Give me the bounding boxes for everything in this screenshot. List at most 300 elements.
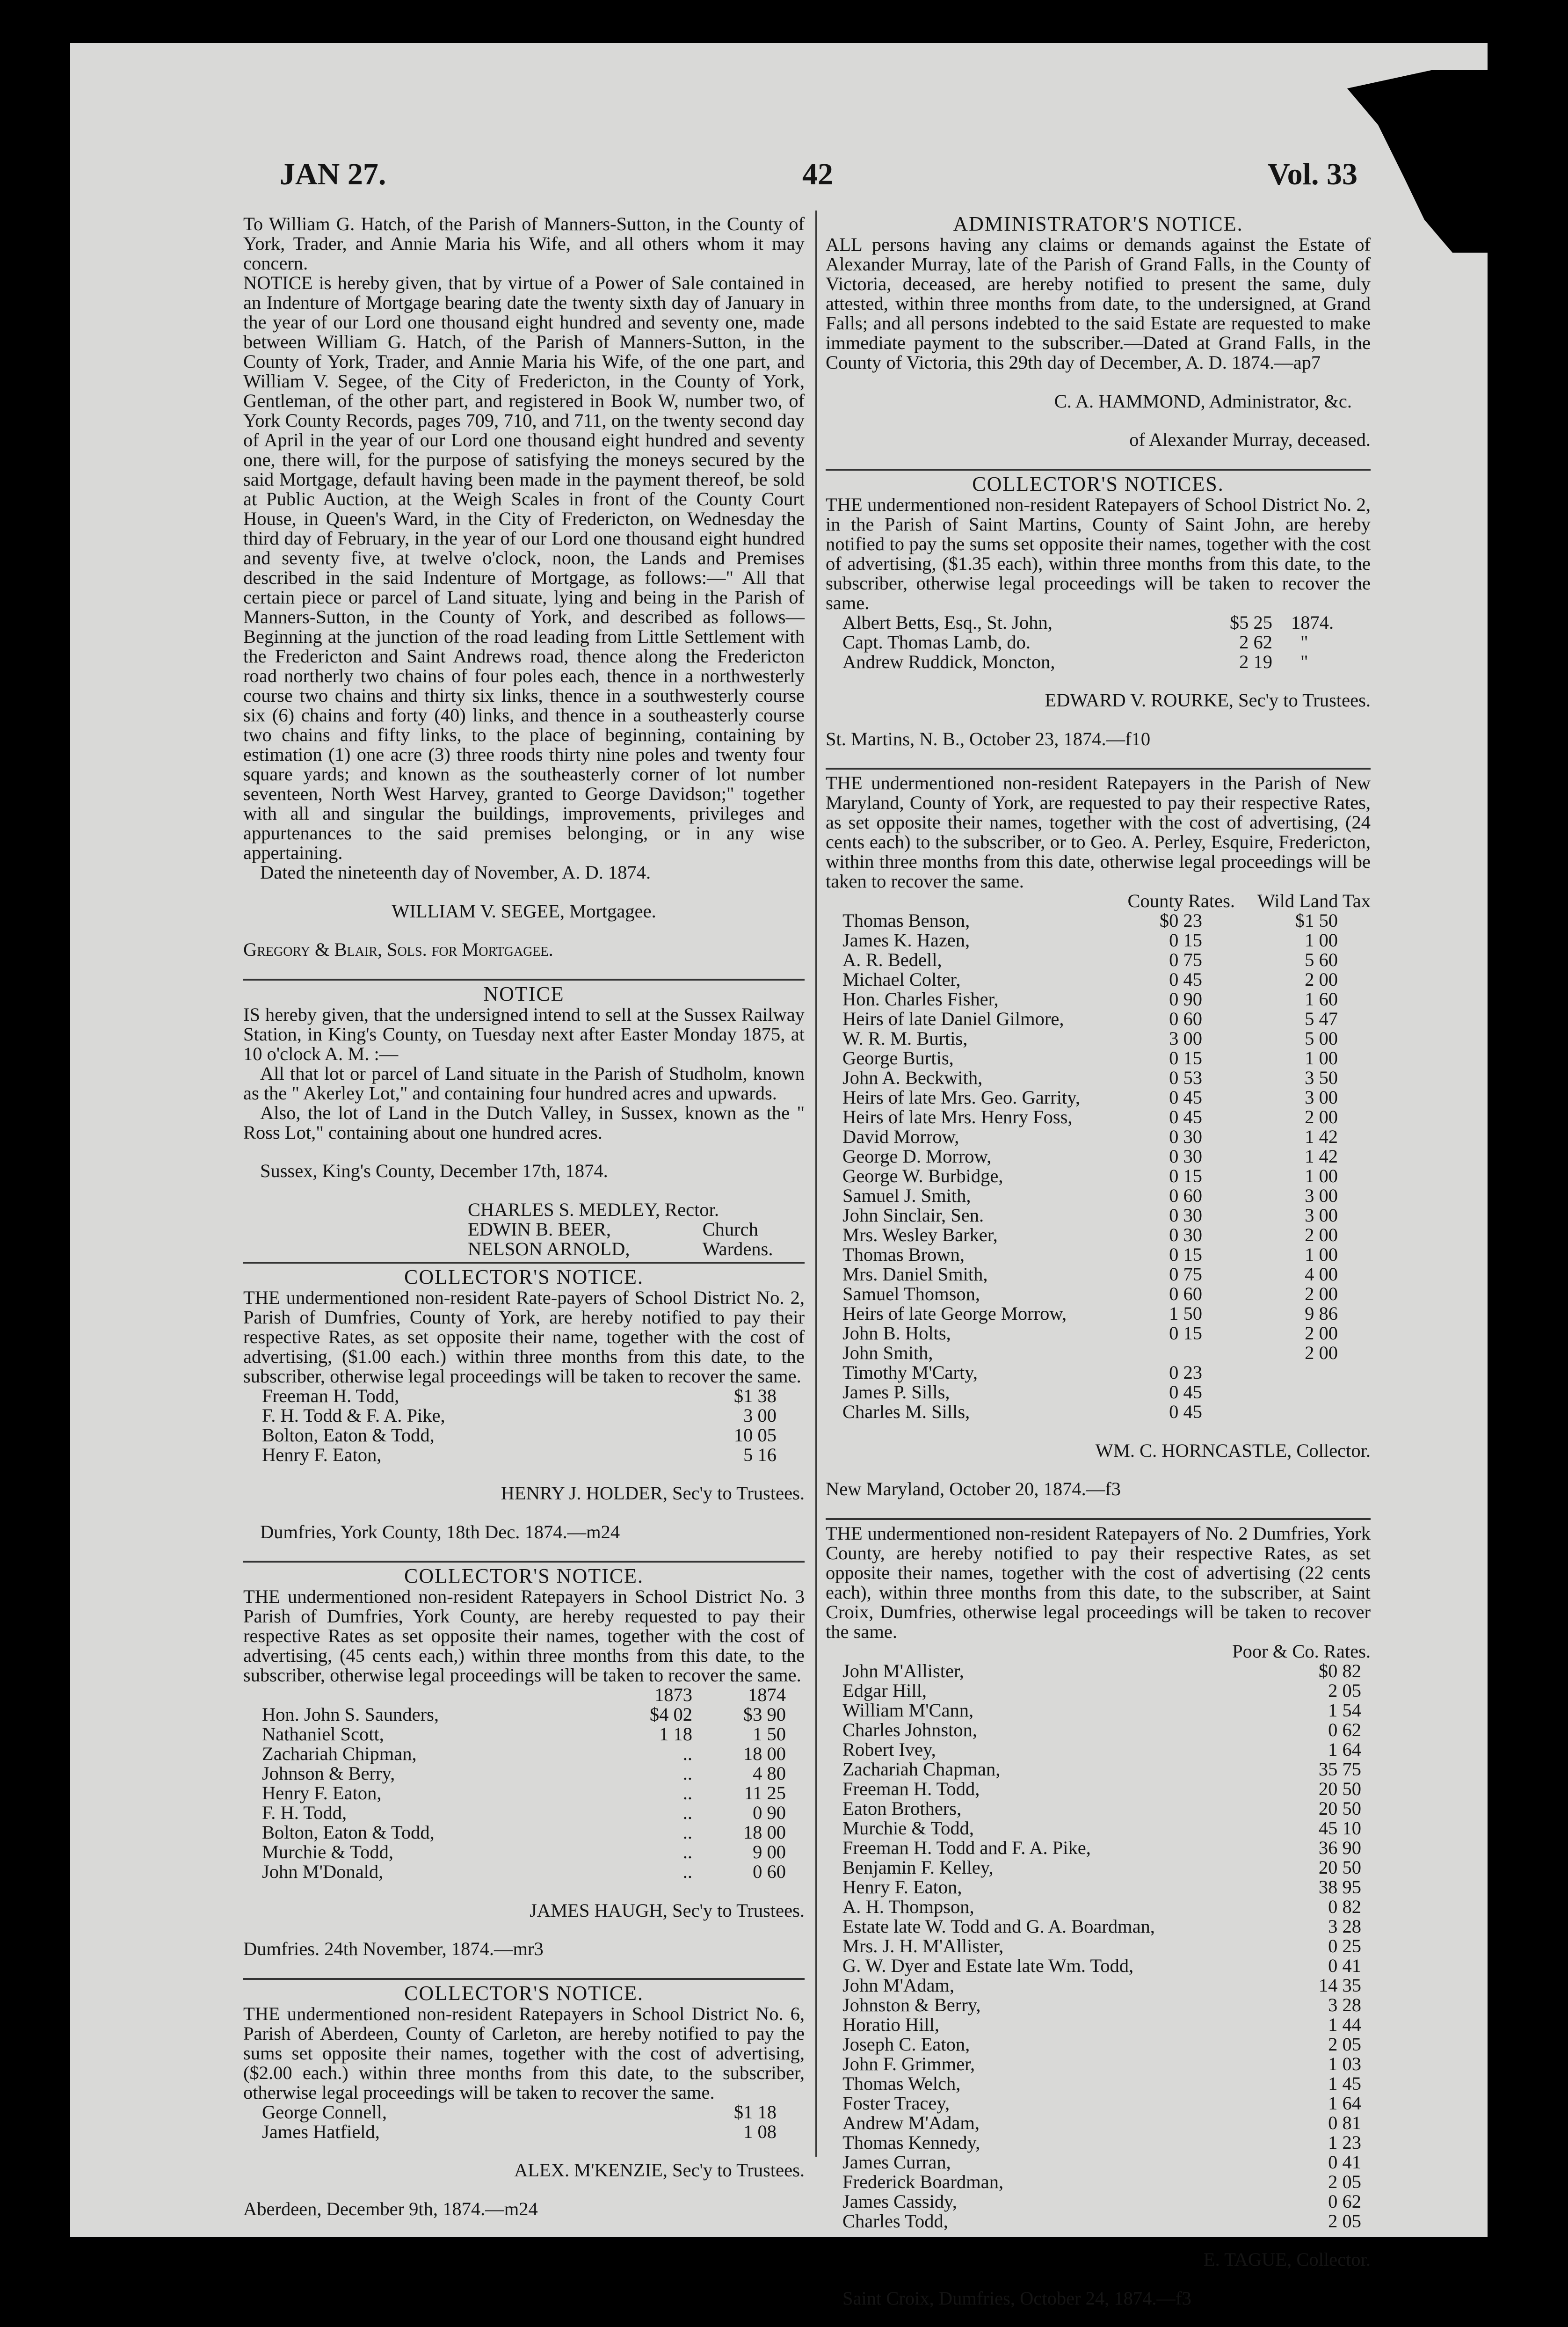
ratepayer-name: David Morrow, — [842, 1126, 959, 1147]
st-martins-dated: St. Martins, N. B., October 23, 1874.—f10 — [826, 728, 1151, 749]
rate-amount: 5 16 — [743, 1444, 777, 1465]
table-row — [243, 1823, 805, 1842]
collector-3-signer: JAMES HAUGH, Sec'y to Trustees. — [530, 1899, 805, 1921]
ratepayer-name: Murchie & Todd, — [262, 1841, 394, 1862]
ratepayer-name: Mrs. Daniel Smith, — [842, 1264, 988, 1285]
table-row — [826, 970, 1371, 989]
poor-co-rate: 20 50 — [1318, 1797, 1361, 1819]
table-row — [826, 1760, 1371, 1779]
table-row — [826, 1936, 1371, 1956]
rate-1873: .. — [682, 1782, 692, 1803]
ratepayer-name: Charles Johnston, — [842, 1719, 977, 1740]
county-rate: 0 45 — [1169, 1087, 1202, 1108]
column-header-wild-land-tax: Wild Land Tax — [1257, 890, 1371, 911]
poor-co-rate: 35 75 — [1318, 1758, 1361, 1780]
collector-6-body: THE undermentioned non-resident Ratepayers in School District No. 6, Parish of Aberdeen, County of Carleton, are hereby notified to pay the sums set opposite their names, together with the cost of advertising, ($2.00 each.) within three months from this date, to the subscriber, otherwise legal proceedings will be taken to recover the same. — [243, 2003, 805, 2103]
collector-notice-district-3 — [243, 1566, 805, 1959]
sale-role-wardens: Wardens. — [702, 1238, 773, 1259]
ratepayer-name: William M'Cann, — [842, 1699, 974, 1721]
county-rate: 0 15 — [1169, 930, 1202, 951]
table-row — [826, 1147, 1371, 1166]
wild-land-tax: 3 00 — [1305, 1205, 1338, 1226]
poor-co-rate: 3 28 — [1328, 1915, 1361, 1937]
wild-land-tax: 1 42 — [1305, 1146, 1338, 1167]
ratepayer-name: Johnson & Berry, — [262, 1763, 395, 1784]
table-row — [826, 2074, 1371, 2094]
poor-co-rate: 1 44 — [1328, 2014, 1361, 2035]
ratepayer-name: Samuel Thomson, — [842, 1283, 980, 1304]
sale-role-church: Church — [702, 1218, 758, 1240]
poor-co-rate: 1 64 — [1328, 2092, 1361, 2114]
poor-co-rate: 1 64 — [1328, 1738, 1361, 1760]
ratepayer-name: John M'Allister, — [842, 1660, 964, 1681]
table-row — [826, 1304, 1371, 1323]
wild-land-tax: 2 00 — [1305, 969, 1338, 990]
collector-notice-district-2 — [243, 1267, 805, 1542]
wild-land-tax: 5 00 — [1305, 1028, 1338, 1049]
table-row — [826, 2054, 1371, 2074]
table-row — [826, 1917, 1371, 1936]
ratepayer-name: Freeman H. Todd, — [262, 1385, 399, 1406]
sale-notice — [243, 984, 805, 1259]
ratepayer-name: Freeman H. Todd, — [842, 1778, 980, 1799]
ratepayer-name: Andrew M'Adam, — [842, 2112, 980, 2133]
table-row — [826, 1009, 1371, 1029]
wild-land-tax: 3 00 — [1305, 1087, 1338, 1108]
collector-6-signer: ALEX. M'KENZIE, Sec'y to Trustees. — [514, 2160, 805, 2181]
rate-1874: 0 60 — [753, 1861, 786, 1882]
table-row — [243, 1445, 805, 1465]
table-row — [826, 1166, 1371, 1186]
table-row — [243, 2102, 805, 2122]
rate-amount: 10 05 — [733, 1424, 777, 1446]
table-row — [243, 1724, 805, 1744]
table-row — [826, 1245, 1371, 1265]
rate-1873: .. — [682, 1743, 692, 1764]
sale-title: NOTICE — [483, 982, 565, 1005]
poor-co-rate: 2 05 — [1328, 2033, 1361, 2055]
county-rate: 0 75 — [1169, 949, 1202, 970]
section-rule — [243, 1262, 805, 1264]
column-divider — [815, 211, 817, 2157]
ratepayer-name: John M'Donald, — [262, 1861, 384, 1882]
poor-co-rate: 0 82 — [1328, 1896, 1361, 1917]
new-maryland-table — [826, 891, 1371, 1422]
wild-land-tax: 2 00 — [1305, 1342, 1338, 1363]
poor-co-rate: 2 05 — [1328, 2210, 1361, 2232]
ratepayer-name: Joseph C. Eaton, — [842, 2033, 970, 2055]
poor-co-rate: 14 35 — [1318, 1974, 1361, 1996]
wild-land-tax — [1235, 1382, 1371, 1402]
collector-3-title: COLLECTOR'S NOTICE. — [404, 1564, 644, 1587]
ratepayer-name: Thomas Kennedy, — [842, 2131, 980, 2153]
county-rate: 0 30 — [1169, 1224, 1202, 1245]
ratepayer-name: Zachariah Chapman, — [842, 1758, 1001, 1780]
admin-title: ADMINISTRATOR'S NOTICE. — [953, 212, 1243, 235]
ratepayer-name: W. R. M. Burtis, — [842, 1028, 968, 1049]
county-rate: 0 30 — [1169, 1205, 1202, 1226]
rate-1873: .. — [682, 1841, 692, 1862]
poor-co-rate: 0 41 — [1328, 1955, 1361, 1976]
sale-body-1: IS hereby given, that the undersigned intend to sell at the Sussex Railway Station, in King's County, on Tuesday next after Easter Monday 1875, at 10 o'clock A. M. :— — [243, 1004, 805, 1064]
ratepayer-name: James Curran, — [842, 2151, 951, 2173]
collector-6-title: COLLECTOR'S NOTICE. — [404, 1981, 644, 2005]
table-row — [826, 1877, 1371, 1897]
table-row — [826, 2133, 1371, 2152]
ratepayer-name: G. W. Dyer and Estate late Wm. Todd, — [842, 1955, 1134, 1976]
admin-signer: C. A. HAMMOND, Administrator, &c. — [1054, 390, 1352, 412]
table-row — [826, 1068, 1371, 1088]
table-row — [826, 633, 1371, 652]
ratepayer-name: George Burtis, — [842, 1047, 954, 1069]
st-martins-title: COLLECTOR'S NOTICES. — [972, 472, 1224, 495]
poor-co-rate: 0 62 — [1328, 1719, 1361, 1740]
table-row — [826, 1779, 1371, 1799]
county-rate: 0 15 — [1169, 1047, 1202, 1069]
county-rate: 0 53 — [1169, 1067, 1202, 1088]
table-row — [826, 1858, 1371, 1877]
mortgage-signer: WILLIAM V. SEGEE, Mortgagee. — [392, 900, 656, 922]
poor-co-rate: 1 03 — [1328, 2053, 1361, 2074]
table-row — [826, 1897, 1371, 1917]
rate-1874: 18 00 — [743, 1743, 786, 1764]
table-row — [826, 2192, 1371, 2211]
rate-1873: $4 02 — [649, 1704, 692, 1725]
ratepayer-name: Heirs of late Mrs. Geo. Garrity, — [842, 1087, 1080, 1108]
table-row — [243, 1764, 805, 1783]
mortgage-address: To William G. Hatch, of the Parish of Manners-Sutton, in the County of York, Trader, and Annie Maria his Wife, and all others whom it may concern. — [243, 213, 805, 274]
table-row — [243, 1705, 805, 1724]
section-rule — [826, 768, 1371, 770]
ratepayer-name: Foster Tracey, — [842, 2092, 950, 2114]
st-croix-signer: E. TAGUE, Collector. — [1203, 2249, 1371, 2270]
st-croix-dated: Saint Croix, Dumfries, October 24, 1874.—f3 — [842, 2287, 1191, 2309]
poor-co-rate: 20 50 — [1318, 1778, 1361, 1799]
ratepayer-name: F. H. Todd & F. A. Pike, — [262, 1404, 445, 1426]
rate-year: " — [1300, 631, 1308, 653]
table-row — [826, 1382, 1371, 1402]
poor-co-rate: 0 25 — [1328, 1935, 1361, 1956]
ratepayer-name: Robert Ivey, — [842, 1738, 936, 1760]
section-rule — [243, 1978, 805, 1980]
table-row — [826, 1363, 1371, 1382]
ratepayer-name: John M'Adam, — [842, 1974, 955, 1996]
county-rate: 0 15 — [1169, 1244, 1202, 1265]
table-row — [243, 1406, 805, 1425]
admin-body: ALL persons having any claims or demands against the Estate of Alexander Murray, late of the Parish of Grand Falls, in the County of Victoria, deceased, are hereby notified to present the same, duly attested, within three months from date, to the undersigned, at Grand Falls; and all persons indebted to the said Estate are requested to make immediate payment to the subscriber.—Dated at Grand Falls, in the County of Victoria, this 29th day of December, A. D. 1874.—ap7 — [826, 234, 1371, 373]
administrators-notice — [826, 214, 1371, 450]
new-maryland-body: THE undermentioned non-resident Ratepayers in the Parish of New Maryland, County of York, are requested to pay their respective Rates, as set opposite their names, together with the cost of advertising, (24 cents each) to the subscriber, or to Geo. A. Perley, Esquire, Fredericton, within three months from this date, otherwise legal proceedings will be taken to recover the same. — [826, 772, 1371, 892]
wild-land-tax: 4 00 — [1305, 1264, 1338, 1285]
section-rule — [826, 1518, 1371, 1520]
rate-1874: 1 50 — [753, 1723, 786, 1745]
table-row — [826, 1048, 1371, 1068]
table-row — [826, 613, 1371, 633]
ratepayer-name: Hon. John S. Saunders, — [262, 1704, 439, 1725]
ratepayer-name: Thomas Welch, — [842, 2072, 961, 2094]
collector-2-dated: Dumfries, York County, 18th Dec. 1874.—m24 — [260, 1521, 620, 1542]
collector-notices-st-martins — [826, 474, 1371, 749]
ratepayer-name: Nathaniel Scott, — [262, 1723, 384, 1745]
new-maryland-signer: WM. C. HORNCASTLE, Collector. — [1095, 1440, 1371, 1461]
table-header — [243, 1685, 805, 1705]
rate-1874: 18 00 — [743, 1822, 786, 1843]
table-row — [826, 1740, 1371, 1760]
table-row — [826, 911, 1371, 931]
issue-date: JAN 27. — [280, 157, 386, 191]
ratepayer-name: George D. Morrow, — [842, 1146, 992, 1167]
ratepayer-name: Thomas Benson, — [842, 910, 970, 931]
wild-land-tax: 3 50 — [1305, 1067, 1338, 1088]
rate-1874: 0 90 — [753, 1802, 786, 1823]
rate-amount: $1 38 — [733, 1385, 777, 1406]
table-row — [243, 1862, 805, 1882]
table-row — [826, 1402, 1371, 1422]
ratepayer-name: Charles Todd, — [842, 2210, 948, 2232]
table-row — [826, 2152, 1371, 2172]
poor-co-rate: 2 05 — [1328, 1680, 1361, 1701]
rate-1873: .. — [682, 1822, 692, 1843]
page-number: 42 — [802, 157, 833, 191]
ratepayer-name: Hon. Charles Fisher, — [842, 989, 999, 1010]
ratepayer-name: Henry F. Eaton, — [842, 1876, 962, 1898]
ratepayer-name: Horatio Hill, — [842, 2014, 939, 2035]
table-row — [826, 1681, 1371, 1701]
collector-3-table — [243, 1685, 805, 1882]
table-row — [243, 1842, 805, 1862]
table-row — [826, 2094, 1371, 2113]
county-rate: 0 75 — [1169, 1264, 1202, 1285]
table-row — [826, 1323, 1371, 1343]
volume-number: Vol. 33 — [1268, 157, 1357, 191]
county-rate: 0 30 — [1169, 1126, 1202, 1147]
rate-1873: .. — [682, 1802, 692, 1823]
table-row — [826, 1265, 1371, 1284]
table-row — [826, 989, 1371, 1009]
ratepayer-name: A. R. Bedell, — [842, 949, 942, 970]
rate-amount: $1 18 — [733, 2101, 777, 2123]
collector-notice-new-maryland — [826, 773, 1371, 1499]
collector-notice-district-6 — [243, 1981, 805, 2219]
table-row — [243, 1425, 805, 1445]
collector-6-table — [243, 2102, 805, 2142]
ratepayer-name: John F. Grimmer, — [842, 2053, 975, 2074]
county-rate: 1 50 — [1169, 1303, 1202, 1324]
ratepayer-name: Albert Betts, Esq., St. John, — [842, 611, 1053, 633]
county-rate: 0 45 — [1169, 1382, 1202, 1403]
rate-1874: 4 80 — [753, 1763, 786, 1784]
collector-3-dated: Dumfries. 24th November, 1874.—mr3 — [243, 1938, 544, 1959]
rate-1874: 11 25 — [744, 1782, 786, 1803]
ratepayer-name: Eaton Brothers, — [842, 1797, 962, 1819]
ratepayer-name: Andrew Ruddick, Moncton, — [842, 651, 1055, 672]
mortgage-dated: Dated the nineteenth day of November, A. D. 1874. — [260, 862, 651, 883]
county-rate: 0 45 — [1169, 969, 1202, 990]
county-rate: 0 23 — [1169, 1362, 1202, 1383]
table-row — [826, 1956, 1371, 1976]
rate-amount: 2 62 — [1239, 631, 1272, 653]
table-row — [243, 1783, 805, 1803]
poor-co-rate: 0 62 — [1328, 2190, 1361, 2212]
ratepayer-name: Charles M. Sills, — [842, 1401, 970, 1422]
table-row — [826, 2113, 1371, 2133]
county-rate: $0 23 — [1159, 910, 1202, 931]
table-row — [826, 950, 1371, 970]
county-rate: 0 90 — [1169, 989, 1202, 1010]
ratepayer-name: Benjamin F. Kelley, — [842, 1856, 994, 1878]
wild-land-tax: 2 00 — [1305, 1283, 1338, 1304]
st-martins-table — [826, 613, 1371, 672]
table-row — [826, 2211, 1371, 2231]
section-rule — [243, 979, 805, 981]
poor-co-rate: 38 95 — [1318, 1876, 1361, 1898]
right-column — [826, 214, 1371, 2327]
rate-year: 1874. — [1291, 611, 1334, 633]
rate-1873: .. — [682, 1763, 692, 1784]
column-header-1874: 1874 — [748, 1684, 786, 1705]
section-rule — [826, 469, 1371, 471]
table-row — [826, 1701, 1371, 1720]
column-header-poor-co-rates: Poor & Co. Rates. — [1232, 1640, 1371, 1662]
column-header-county-rates: County Rates. — [1127, 890, 1235, 911]
table-row — [826, 931, 1371, 950]
rate-year: " — [1300, 651, 1308, 672]
county-rate: 0 15 — [1169, 1323, 1202, 1344]
new-maryland-dated: New Maryland, October 20, 1874.—f3 — [826, 1478, 1121, 1499]
admin-signer-line-2: of Alexander Murray, deceased. — [1129, 429, 1371, 450]
rate-amount: 2 19 — [1239, 651, 1272, 672]
table-row — [243, 2122, 805, 2142]
wild-land-tax: 2 00 — [1305, 1106, 1338, 1127]
rate-1873: .. — [682, 1861, 692, 1882]
table-row — [826, 1225, 1371, 1245]
ratepayer-name: Samuel J. Smith, — [842, 1185, 971, 1206]
wild-land-tax: 1 00 — [1305, 930, 1338, 951]
wild-land-tax: 1 60 — [1305, 989, 1338, 1010]
poor-co-rate: 1 23 — [1328, 2131, 1361, 2153]
collector-2-signer: HENRY J. HOLDER, Sec'y to Trustees. — [501, 1483, 805, 1504]
table-row — [826, 1206, 1371, 1225]
table-row — [826, 2035, 1371, 2054]
poor-co-rate: $0 82 — [1318, 1660, 1361, 1681]
wild-land-tax: 9 86 — [1305, 1303, 1338, 1324]
table-row — [826, 1799, 1371, 1818]
collector-2-title: COLLECTOR'S NOTICE. — [404, 1265, 644, 1288]
table-row — [826, 1029, 1371, 1048]
ratepayer-name: Bolton, Eaton & Todd, — [262, 1822, 435, 1843]
poor-co-rate: 2 05 — [1328, 2171, 1361, 2192]
mortgage-solicitors: Gregory & Blair, Sols. for Mortgagee. — [243, 939, 553, 960]
ratepayer-name: Edgar Hill, — [842, 1680, 927, 1701]
table-row — [826, 1284, 1371, 1304]
poor-co-rate: 1 54 — [1328, 1699, 1361, 1721]
ratepayer-name: Frederick Boardman, — [842, 2171, 1004, 2192]
rate-amount: 3 00 — [743, 1404, 777, 1426]
ratepayer-name: Capt. Thomas Lamb, — [842, 631, 1002, 653]
county-rate: 0 60 — [1169, 1283, 1202, 1304]
wild-land-tax — [1235, 1363, 1371, 1382]
collector-3-body: THE undermentioned non-resident Ratepayers in School District No. 3 Parish of Dumfries, York County, are hereby requested to pay their respective Rates as set opposite their names, together with the cost of advertising, (45 cents each,) within three months from this date, to the subscriber, otherwise legal proceedings will be taken to recover the same. — [243, 1586, 805, 1686]
table-row — [826, 2172, 1371, 2192]
ratepayer-name: Mrs. J. H. M'Allister, — [842, 1935, 1004, 1956]
ratepayer-name: Estate late W. Todd and G. A. Boardman, — [842, 1915, 1155, 1937]
column-header-1873: 1873 — [654, 1684, 692, 1705]
st-croix-table — [826, 1642, 1371, 2231]
ratepayer-name: F. H. Todd, — [262, 1802, 347, 1823]
county-rate: 0 45 — [1169, 1106, 1202, 1127]
ratepayer-name: Thomas Brown, — [842, 1244, 965, 1265]
wild-land-tax: 3 00 — [1305, 1185, 1338, 1206]
county-rate: 0 15 — [1169, 1165, 1202, 1186]
table-row — [243, 1744, 805, 1764]
table-row — [826, 1818, 1371, 1838]
ratepayer-name: Johnston & Berry, — [842, 1994, 981, 2015]
wild-land-tax: $1 50 — [1295, 910, 1338, 931]
table-row — [826, 1995, 1371, 2015]
collector-2-body: THE undermentioned non-resident Rate-payers of School District No. 2, Parish of Dumfries, County of York, are hereby notified to pay their respective Rates, as set opposite their name, together with the cost of advertising, ($1.00 each.) within three months from this date, to the subscriber, otherwise legal proceedings will be taken to recover the same. — [243, 1287, 805, 1387]
wild-land-tax: 2 00 — [1305, 1323, 1338, 1344]
st-martins-signer: EDWARD V. ROURKE, Sec'y to Trustees. — [1045, 690, 1371, 711]
table-row — [826, 1720, 1371, 1740]
wild-land-tax: 2 00 — [1305, 1224, 1338, 1245]
ratepayer-name: Henry F. Eaton, — [262, 1444, 382, 1465]
ratepayer-name: George W. Burbidge, — [842, 1165, 1003, 1186]
rate-amount: $5 25 — [1229, 611, 1272, 633]
county-rate: 0 60 — [1169, 1008, 1202, 1029]
ratepayer-name: James P. Sills, — [842, 1382, 950, 1403]
ratepayer-name: Bolton, Eaton & Todd, — [262, 1424, 435, 1446]
wild-land-tax: 5 47 — [1305, 1008, 1338, 1029]
poor-co-rate: 45 10 — [1318, 1817, 1361, 1839]
rate-1874: $3 90 — [743, 1704, 786, 1725]
section-rule — [243, 1561, 805, 1563]
ratepayer-name: John B. Holts, — [842, 1323, 951, 1344]
poor-co-rate: 0 41 — [1328, 2151, 1361, 2173]
left-column — [243, 214, 805, 2238]
poor-co-rate: 20 50 — [1318, 1856, 1361, 1878]
wild-land-tax: 1 00 — [1305, 1047, 1338, 1069]
table-row — [826, 1088, 1371, 1107]
ratepayer-name: James Cassidy, — [842, 2190, 957, 2212]
mortgage-body: NOTICE is hereby given, that by virtue of a Power of Sale contained in an Indenture of Mortgage bearing date the twenty sixth day of January in the year of our Lord one thousand eight hundred and seventy one, made between William G. Hatch, of the Parish of Manners-Sutton, in the County of York, Trader, and Annie Maria his Wife, of the one part, and William V. Segee, of the City of Fredericton, in the County of York, Gentleman, of the other part, and registered in Book W, number two, of York County Records, pages 709, 710, and 711, on the twenty second day of April in the year of our Lord one thousand eight hundred and seventy one, there will, for the purpose of satisfying the moneys secured by the said Mortgage, default having been made in the payment thereof, be sold at Public Auction, at the Weigh Scales in front of the County Court House, in Queen's Ward, in the City of Fredericton, on Wednesday the third day of February, in the year of our Lord one thousand eight hundred and seventy five, at twelve o'clock, noon, the Lands and Premises described in the said Indenture of Mortgage, as follows:—" All that certain piece or parcel of Land situate, lying and being in the Parish of Manners-Sutton, in the County of York, and described as follows—Beginning at the junction of the road leading from Little Settlement with the Fredericton and Saint Andrews road, thence along the Fredericton road northerly two chains of four poles each, thence in a northwesterly course two chains and thirty six links, thence in a southwesterly course six (6) chains and forty (40) links, and thence in a southeasterly course two chains and fifty links, to the place of beginning, containing by estimation (1) one acre (3) three roods thirty nine poles and twenty four square yards; and known as the southeasterly corner of lot number seventeen, North West Harvey, granted to George Davidson;" together with all and singular the buildings, improvements, privileges and appurtenances to the said premises belonging, or in any wise appertaining. — [243, 272, 805, 863]
table-row — [826, 2015, 1371, 2035]
wild-land-tax — [1235, 1402, 1371, 1422]
wild-land-tax: 1 42 — [1305, 1126, 1338, 1147]
poor-co-rate: 1 45 — [1328, 2072, 1361, 2094]
ratepayer-name: Mrs. Wesley Barker, — [842, 1224, 998, 1245]
county-rate: 0 60 — [1169, 1185, 1202, 1206]
collector-2-table — [243, 1386, 805, 1465]
collector-notice-st-croix — [826, 1524, 1371, 2308]
table-header — [826, 891, 1371, 911]
ratepayer-name: Zachariah Chipman, — [262, 1743, 417, 1764]
sale-body-2: All that lot or parcel of Land situate in the Parish of Studholm, known as the " Akerley Lot," and containing four hundred acres and upwards. — [243, 1062, 805, 1104]
collector-6-dated: Aberdeen, December 9th, 1874.—m24 — [243, 2198, 538, 2219]
county-rate — [1109, 1343, 1235, 1363]
ratepayer-name: John Sinclair, Sen. — [842, 1205, 984, 1226]
st-martins-body: THE undermentioned non-resident Ratepayers of School District No. 2, in the Parish of Saint Martins, County of Saint John, are hereby notified to pay the sums set opposite their names, together with the cost of advertising, ($1.35 each), within three months from this date, to the subscriber, otherwise legal proceedings will be taken to recover the same. — [826, 494, 1371, 613]
rate-1874: 9 00 — [753, 1841, 786, 1862]
ratepayer-name: Timothy M'Carty, — [842, 1362, 978, 1383]
sale-signer-warden-2: NELSON ARNOLD, — [468, 1238, 630, 1259]
table-row — [826, 1343, 1371, 1363]
rate-amount: 1 08 — [743, 2121, 777, 2142]
sale-dated: Sussex, King's County, December 17th, 1874. — [260, 1160, 608, 1181]
st-croix-body: THE undermentioned non-resident Ratepayers of No. 2 Dumfries, York County, are hereby notified to pay their respective Rates, as set opposite their names, together with the cost of advertising (22 cents each), within three months from this date, to the subscriber, at Saint Croix, Dumfries, otherwise legal proceedings will be taken to recover the same. — [826, 1522, 1371, 1642]
county-rate: 0 45 — [1169, 1401, 1202, 1422]
table-row — [826, 1661, 1371, 1681]
wild-land-tax: 5 60 — [1305, 949, 1338, 970]
